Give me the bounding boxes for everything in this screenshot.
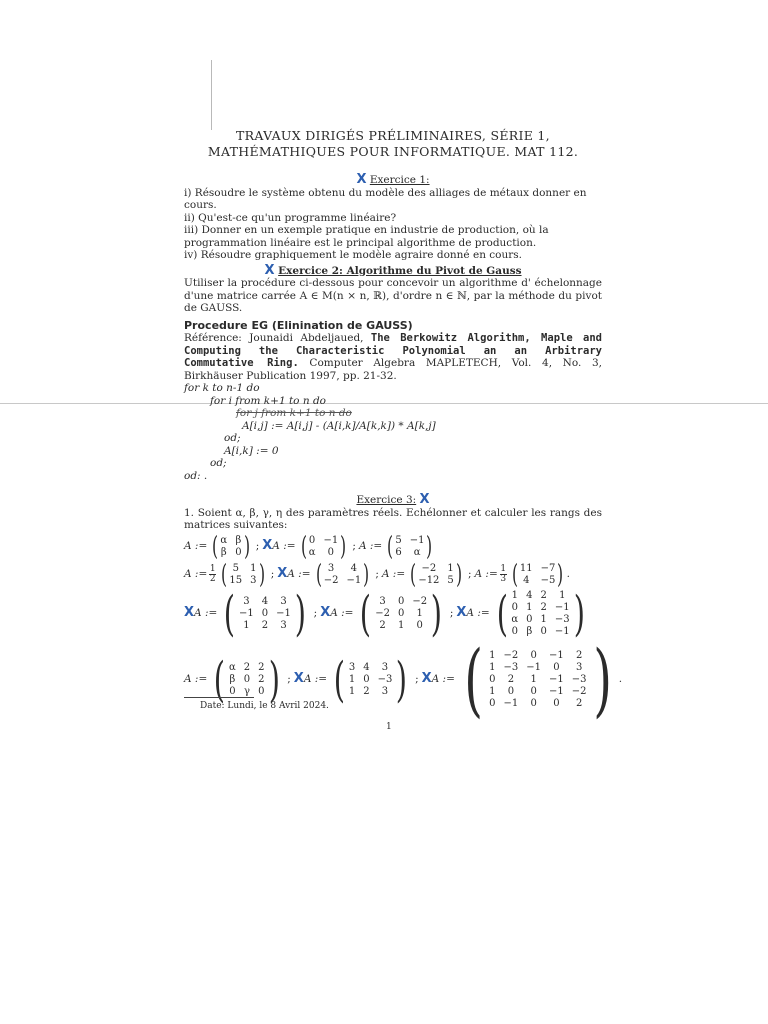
matrix: ( 3 4 −2 −1 ): [315, 559, 370, 590]
matrix-entry: 0: [553, 661, 560, 673]
cross-mark-icon: X: [293, 671, 304, 687]
matrix-entry: 0: [308, 534, 316, 546]
matrix-entry: 0: [235, 546, 242, 558]
matrix-entry: 0: [243, 673, 251, 685]
matrix-entry: 0: [261, 607, 269, 619]
matrix-entry: 0: [397, 595, 405, 607]
matrix: ( 0 −1 α 0 ): [300, 531, 347, 562]
algo-line: A[i,k] := 0: [224, 444, 279, 457]
matrix: ( 1 4 2 1 0 1 2 −1 α 0 1 −3 0 β 0 −1 ): [496, 585, 585, 642]
matrix-grid: [229, 662, 265, 698]
matrix-entry: 2: [507, 673, 515, 685]
algo-line: od;: [224, 432, 241, 444]
matrix-entry: 0: [397, 607, 405, 619]
matrix-entry: 1: [489, 661, 496, 673]
matrix-entry: 1: [348, 685, 356, 697]
matrix-entry: 4: [526, 589, 533, 601]
cross-mark-icon: X: [320, 605, 331, 621]
matrix-entry: 4: [261, 595, 269, 607]
matrix-grid: [239, 596, 291, 632]
matrix-entry: 5: [395, 534, 402, 546]
matrix-entry: 1: [559, 589, 566, 601]
matrix: ( 3 4 3 1 0 −3 1 2 3 ): [333, 651, 408, 708]
matrix-entry: 0: [229, 685, 236, 697]
matrix: ( α β β 0 ): [212, 531, 250, 562]
matrix-entry: 0: [530, 649, 537, 661]
reference: Référence: Jounaidi Abdeljaued, The Berkowitz Algorithm, Maple and Computing the Characteristic Polynomial an an Arbitrary Commutative Ring. Computer Algebra MAPLETECH, Vol. 4, No. 3, Birkhäuser Publication 1997, pp. 21-32.: [184, 332, 602, 382]
matrix-entry: 3: [243, 595, 250, 607]
exercise-2-text: Utiliser la procédure ci-dessous pour concevoir un algorithme d' échelonnage d'une matrice carrée A ∈ M(n × n, ℝ), d'ordre n ∈ ℕ, par la méthode du pivot de GAUSS.: [184, 277, 602, 314]
matrix-entry: 3: [327, 562, 335, 574]
matrix-entry: −1: [276, 607, 291, 619]
matrix-entry: 2: [540, 601, 547, 613]
matrix-entry: 0: [511, 601, 518, 613]
fraction: $\frac{1}{2}$: [209, 564, 216, 584]
matrix-entry: 4: [350, 562, 357, 574]
matrix-entry: 2: [261, 619, 269, 631]
matrix-entry: −3: [503, 661, 519, 673]
matrix-entry: 0: [530, 685, 537, 697]
matrix-entry: 2: [258, 673, 265, 685]
cross-mark-icon: X: [356, 172, 367, 187]
matrix-entry: 1: [348, 673, 356, 685]
matrix-entry: 1: [511, 589, 518, 601]
matrix-entry: −2: [421, 562, 437, 574]
matrix-entry: −1: [554, 625, 570, 637]
matrix-entry: 0: [507, 685, 515, 697]
matrix: ( 3 4 3 −1 0 −1 1 2 3 ): [224, 585, 306, 642]
matrix-entry: 3: [575, 661, 583, 673]
matrix-entry: 0: [327, 546, 335, 558]
cross-mark-icon: X: [456, 605, 467, 621]
matrix-entry: α: [220, 534, 228, 546]
exercise-3-intro: 1. Soient α, β, γ, η des paramètres réels. Echélonner et calculer les rangs des matrices suivantes:: [184, 506, 602, 531]
matrix-entry: β: [220, 546, 227, 558]
matrix-entry: 11: [519, 562, 533, 574]
matrix-entry: −2: [323, 574, 339, 586]
fraction: $\frac{1}{3}$: [500, 564, 507, 584]
algo-line: A[i,j] := A[i,j] - (A[i,k]/A[k,k]) * A[k,j]: [242, 419, 436, 432]
matrix-entry: −1: [554, 601, 570, 613]
matrix-entry: 1: [540, 613, 547, 625]
cross-mark-icon: X: [277, 566, 288, 582]
matrix-entry: 1: [250, 562, 257, 574]
ex1-item-4: iv) Résoudre graphiquement le modèle agraire donné en cours.: [184, 249, 523, 261]
matrix-entry: −3: [377, 673, 393, 685]
ex1-item-3: iii) Donner en un exemple pratique en industrie de production, où la programmation linéaire est le principal algorithme de production.: [184, 224, 549, 249]
exercise-1-heading: X Exercice 1:: [356, 172, 430, 187]
matrix-entry: 1: [243, 619, 250, 631]
matrix-entry: γ: [243, 685, 250, 697]
matrix-entry: α: [413, 546, 421, 558]
matrix-entry: 3: [381, 661, 389, 673]
matrix-entry: 3: [280, 595, 287, 607]
matrix-entry: −1: [526, 661, 541, 673]
page-number: 1: [386, 722, 392, 732]
matrix-entry: 3: [348, 661, 356, 673]
matrix-entry: 4: [523, 574, 530, 586]
algo-line: for k to n-1 do: [184, 382, 260, 394]
matrix-entry: 2: [575, 649, 583, 661]
matrix-entry: 0: [489, 673, 496, 685]
algorithm-block: [184, 382, 602, 482]
algo-line: for j from k+1 to n do: [236, 407, 352, 419]
cross-mark-icon: X: [262, 538, 273, 554]
matrix-grid: [324, 563, 362, 587]
matrix: ( α 2 2 β 0 2 0 γ 0 ): [214, 651, 280, 708]
matrix-entry: −1: [346, 574, 362, 586]
matrix-row-4: A := ( α 2 2 β 0 2 0 γ 0 ) ; X A := ( 3 4 3 1 0 −3 1 2 3 ) ; X A := ( 1 −2 0 −1 2 1 −3 −1 0 3 0 2 1 −1 −3 1 0 0 −1 −2 0 −1 0 0 2 ) .: [184, 632, 623, 726]
matrix-entry: 6: [395, 546, 402, 558]
matrix-entry: 0: [489, 697, 496, 709]
matrix-grid: [418, 563, 453, 587]
matrix-entry: α: [229, 661, 236, 673]
matrix-row-2: A := $\frac{1}{2}$ ( 5 1 15 3 ) ; X A := ( 3 4 −2 −1 ) ; A := ( −2 1 −12 5 ) ; A := $\frac{1}{3}$ ( 11 −7 4 −5 ) .: [184, 559, 570, 590]
matrix-entry: 2: [540, 589, 547, 601]
matrix-entry: 3: [280, 619, 287, 631]
matrix-entry: 3: [379, 595, 386, 607]
matrix-entry: −3: [571, 673, 587, 685]
scan-artifact-vertical: [211, 60, 212, 130]
title-line-1: TRAVAUX DIRIGÉS PRÉLIMINAIRES, SÉRIE 1,: [236, 128, 550, 143]
matrix-entry: 3: [381, 685, 389, 697]
matrix-entry: 1: [530, 673, 537, 685]
algo-line: for i from k+1 to n do: [210, 394, 326, 407]
matrix-entry: 0: [363, 673, 370, 685]
matrix-grid: [395, 535, 424, 559]
matrix-entry: 0: [511, 625, 518, 637]
matrix-entry: −1: [549, 649, 564, 661]
matrix-entry: 0: [258, 685, 265, 697]
matrix: ( 5 1 15 3 ): [221, 559, 265, 590]
matrix-entry: 3: [250, 574, 257, 586]
matrix-entry: −3: [554, 613, 570, 625]
matrix-entry: −1: [409, 534, 425, 546]
matrix-grid: [349, 662, 393, 698]
cross-mark-icon: X: [419, 492, 430, 507]
procedure-title: Procedure EG (Elinination de GAUSS): [184, 318, 413, 332]
matrix-entry: β: [229, 673, 236, 685]
matrix-entry: 1: [489, 649, 496, 661]
matrix-entry: 0: [540, 625, 547, 637]
matrix-entry: −1: [503, 697, 519, 709]
document-page: [184, 128, 623, 726]
matrix-entry: 0: [553, 697, 560, 709]
matrix-entry: 2: [363, 685, 370, 697]
footer-date: Date: Lundi, le 8 Avril 2024.: [200, 701, 329, 711]
matrix-entry: 1: [526, 601, 533, 613]
matrix-entry: 1: [416, 607, 423, 619]
matrix-entry: 15: [229, 574, 243, 586]
matrix-entry: β: [235, 534, 242, 546]
matrix-entry: −2: [503, 649, 519, 661]
matrix-entry: 0: [526, 613, 533, 625]
ex1-item-2: ii) Qu'est-ce qu'un programme linéaire?: [184, 211, 397, 224]
matrix-entry: −2: [412, 595, 428, 607]
matrix-entry: 1: [489, 685, 496, 697]
matrix-entry: α: [308, 546, 316, 558]
matrix-grid: [511, 590, 569, 638]
matrix-entry: 5: [232, 562, 239, 574]
exercise-3-heading: Exercice 3: X: [356, 492, 430, 507]
algo-line: od: .: [184, 469, 208, 482]
matrix-entry: 2: [379, 619, 386, 631]
matrix-entry: 0: [530, 697, 537, 709]
matrix: ( 11 −7 4 −5 ): [511, 559, 564, 590]
matrix-entry: 4: [363, 661, 370, 673]
algo-line: od;: [210, 457, 227, 469]
matrix: ( 3 0 −2 −2 0 1 2 1 0 ): [360, 585, 443, 642]
ex1-item-1: i) Résoudre le système obtenu du modèle des alliages de métaux donner en cours.: [184, 186, 587, 211]
matrix-entry: −1: [323, 534, 339, 546]
title-line-2: MATHÉMATHIQUES POUR INFORMATIQUE. MAT 112.: [207, 144, 579, 159]
matrix: ( 5 −1 6 α ): [387, 531, 433, 562]
matrix: ( 1 −2 0 −1 2 1 −3 −1 0 3 0 2 1 −1 −3 1 0 0 −1 −2 0 −1 0 0 2 ): [464, 632, 612, 726]
exercise-2-heading: X Exercice 2: Algorithme du Pivot de Gauss: [264, 262, 522, 278]
matrix: ( −2 1 −12 5 ): [410, 559, 462, 590]
matrix-grid: [229, 563, 256, 587]
matrix-entry: 2: [258, 661, 265, 673]
matrix-grid: [520, 563, 555, 587]
matrix-entry: −1: [549, 685, 564, 697]
cross-mark-icon: X: [184, 605, 195, 621]
matrix-entry: −2: [375, 607, 390, 619]
matrix-entry: −1: [549, 673, 564, 685]
matrix-entry: 2: [575, 697, 583, 709]
cross-mark-icon: X: [421, 671, 432, 687]
matrix-entry: 1: [447, 562, 454, 574]
footer: [184, 697, 602, 711]
matrix-row-1: A := ( α β β 0 ) ; X A := ( 0 −1 α 0 ) ; A := ( 5 −1 6 α ): [184, 534, 602, 560]
matrix-entry: −12: [418, 574, 440, 586]
matrix-row-3: X A := ( 3 4 3 −1 0 −1 1 2 3 ) ; X A := ( 3 0 −2 −2 0 1 2 1 0 ) ; X A := ( 1 4 2 1 0 1 2 −1 α 0 1 −3 0 β 0 −1 ): [184, 590, 602, 638]
matrix-entry: α: [511, 613, 519, 625]
matrix-grid: [309, 535, 339, 559]
matrix-entry: 5: [447, 574, 454, 586]
matrix-entry: 0: [416, 619, 423, 631]
matrix-entry: −2: [571, 685, 587, 697]
matrix-grid: [375, 596, 427, 632]
matrix-entry: 1: [397, 619, 405, 631]
cross-mark-icon: X: [264, 262, 275, 278]
matrix-entry: 2: [243, 661, 251, 673]
matrix-entry: −7: [540, 562, 556, 574]
matrix-grid: [220, 535, 241, 559]
matrix-entry: β: [526, 625, 533, 637]
matrix-entry: −5: [540, 574, 556, 586]
matrix-entry: −1: [239, 607, 254, 619]
document-title: [184, 128, 602, 160]
